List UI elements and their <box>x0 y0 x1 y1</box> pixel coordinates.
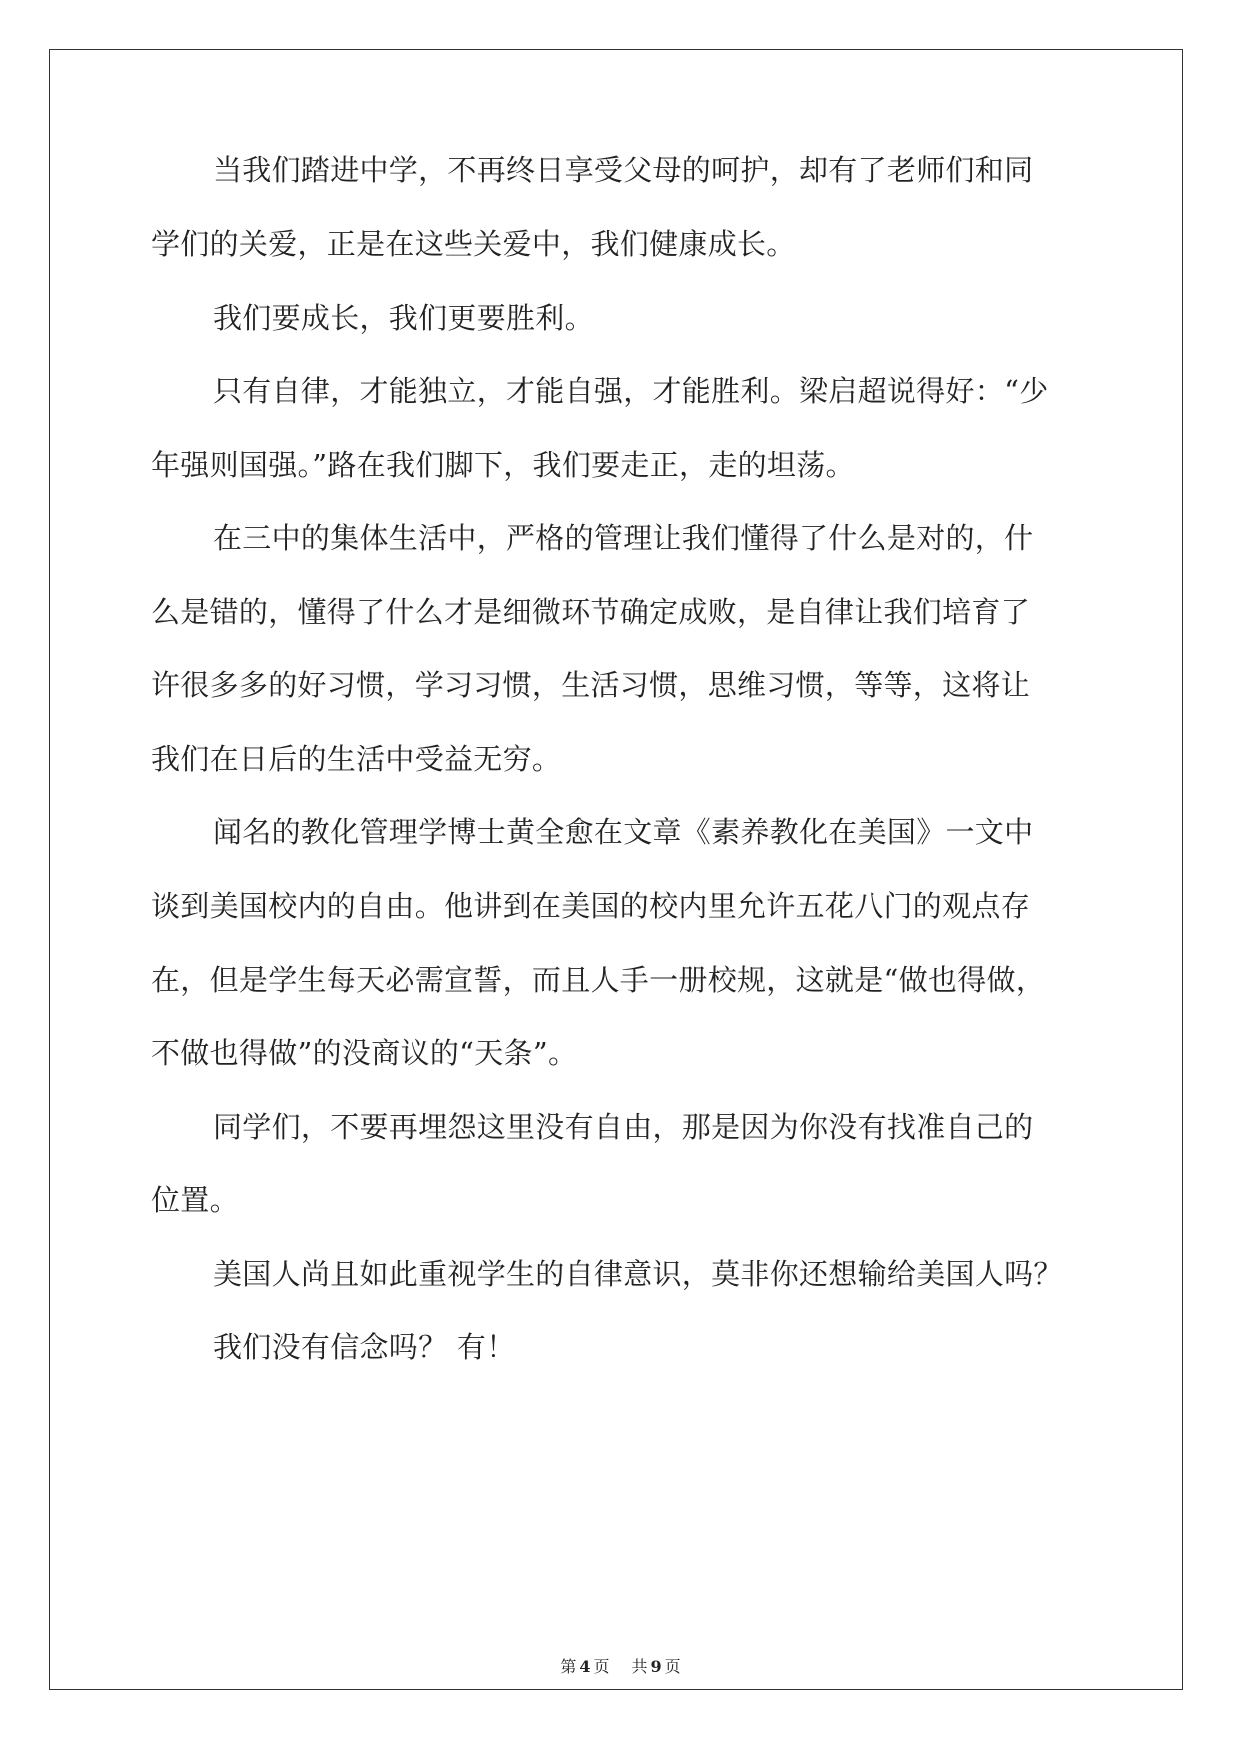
paragraph-1-line-1: 当我们踏进中学，不再终日享受父母的呵护，却有了老师们和同 <box>213 153 1034 187</box>
page-footer <box>0 1656 1241 1678</box>
paragraph-3-line-2: 年强则国强。”路在我们脚下，我们要走正，走的坦荡。 <box>151 448 855 482</box>
paragraph-5-line-3: 在，但是学生每天必需宣誓，而且人手一册校规，这就是“做也得做， <box>151 963 1046 997</box>
paragraph-7-line-1: 美国人尚且如此重视学生的自律意识，莫非你还想输给美国人吗？ <box>213 1257 1063 1291</box>
total-pages: 9 <box>650 1657 662 1676</box>
page-border <box>49 49 1183 1690</box>
paragraph-8-line-1: 我们没有信念吗？ 有！ <box>213 1330 516 1364</box>
total-suffix: 页 <box>664 1657 681 1676</box>
total-prefix: 共 <box>631 1657 648 1676</box>
paragraph-5-line-4: 不做也得做”的没商议的“天条”。 <box>151 1036 578 1070</box>
paragraph-3-line-1: 只有自律，才能独立，才能自强，才能胜利。梁启超说得好：“少 <box>213 374 1049 408</box>
paragraph-2-line-1: 我们要成长，我们更要胜利。 <box>213 301 594 335</box>
paragraph-5-line-1: 闻名的教化管理学博士黄全愈在文章《素养教化在美国》一文中 <box>213 815 1034 849</box>
paragraph-6-line-1: 同学们，不要再埋怨这里没有自由，那是因为你没有找准自己的 <box>213 1110 1034 1144</box>
page-number: 4 <box>579 1657 591 1676</box>
paragraph-1-line-2: 学们的关爱，正是在这些关爱中，我们健康成长。 <box>151 227 796 261</box>
paragraph-5-line-2: 谈到美国校内的自由。他讲到在美国的校内里允许五花八门的观点存 <box>151 889 1031 923</box>
paragraph-4-line-1: 在三中的集体生活中，严格的管理让我们懂得了什么是对的，什 <box>213 521 1034 555</box>
paragraph-4-line-4: 我们在日后的生活中受益无穷。 <box>151 742 562 776</box>
page-prefix: 第 <box>560 1657 577 1676</box>
page-suffix: 页 <box>593 1657 610 1676</box>
paragraph-4-line-3: 许很多多的好习惯，学习习惯，生活习惯，思维习惯，等等，这将让 <box>151 668 1031 702</box>
paragraph-4-line-2: 么是错的，懂得了什么才是细微环节确定成败，是自律让我们培育了 <box>151 595 1031 629</box>
paragraph-6-line-2: 位置。 <box>151 1183 239 1217</box>
